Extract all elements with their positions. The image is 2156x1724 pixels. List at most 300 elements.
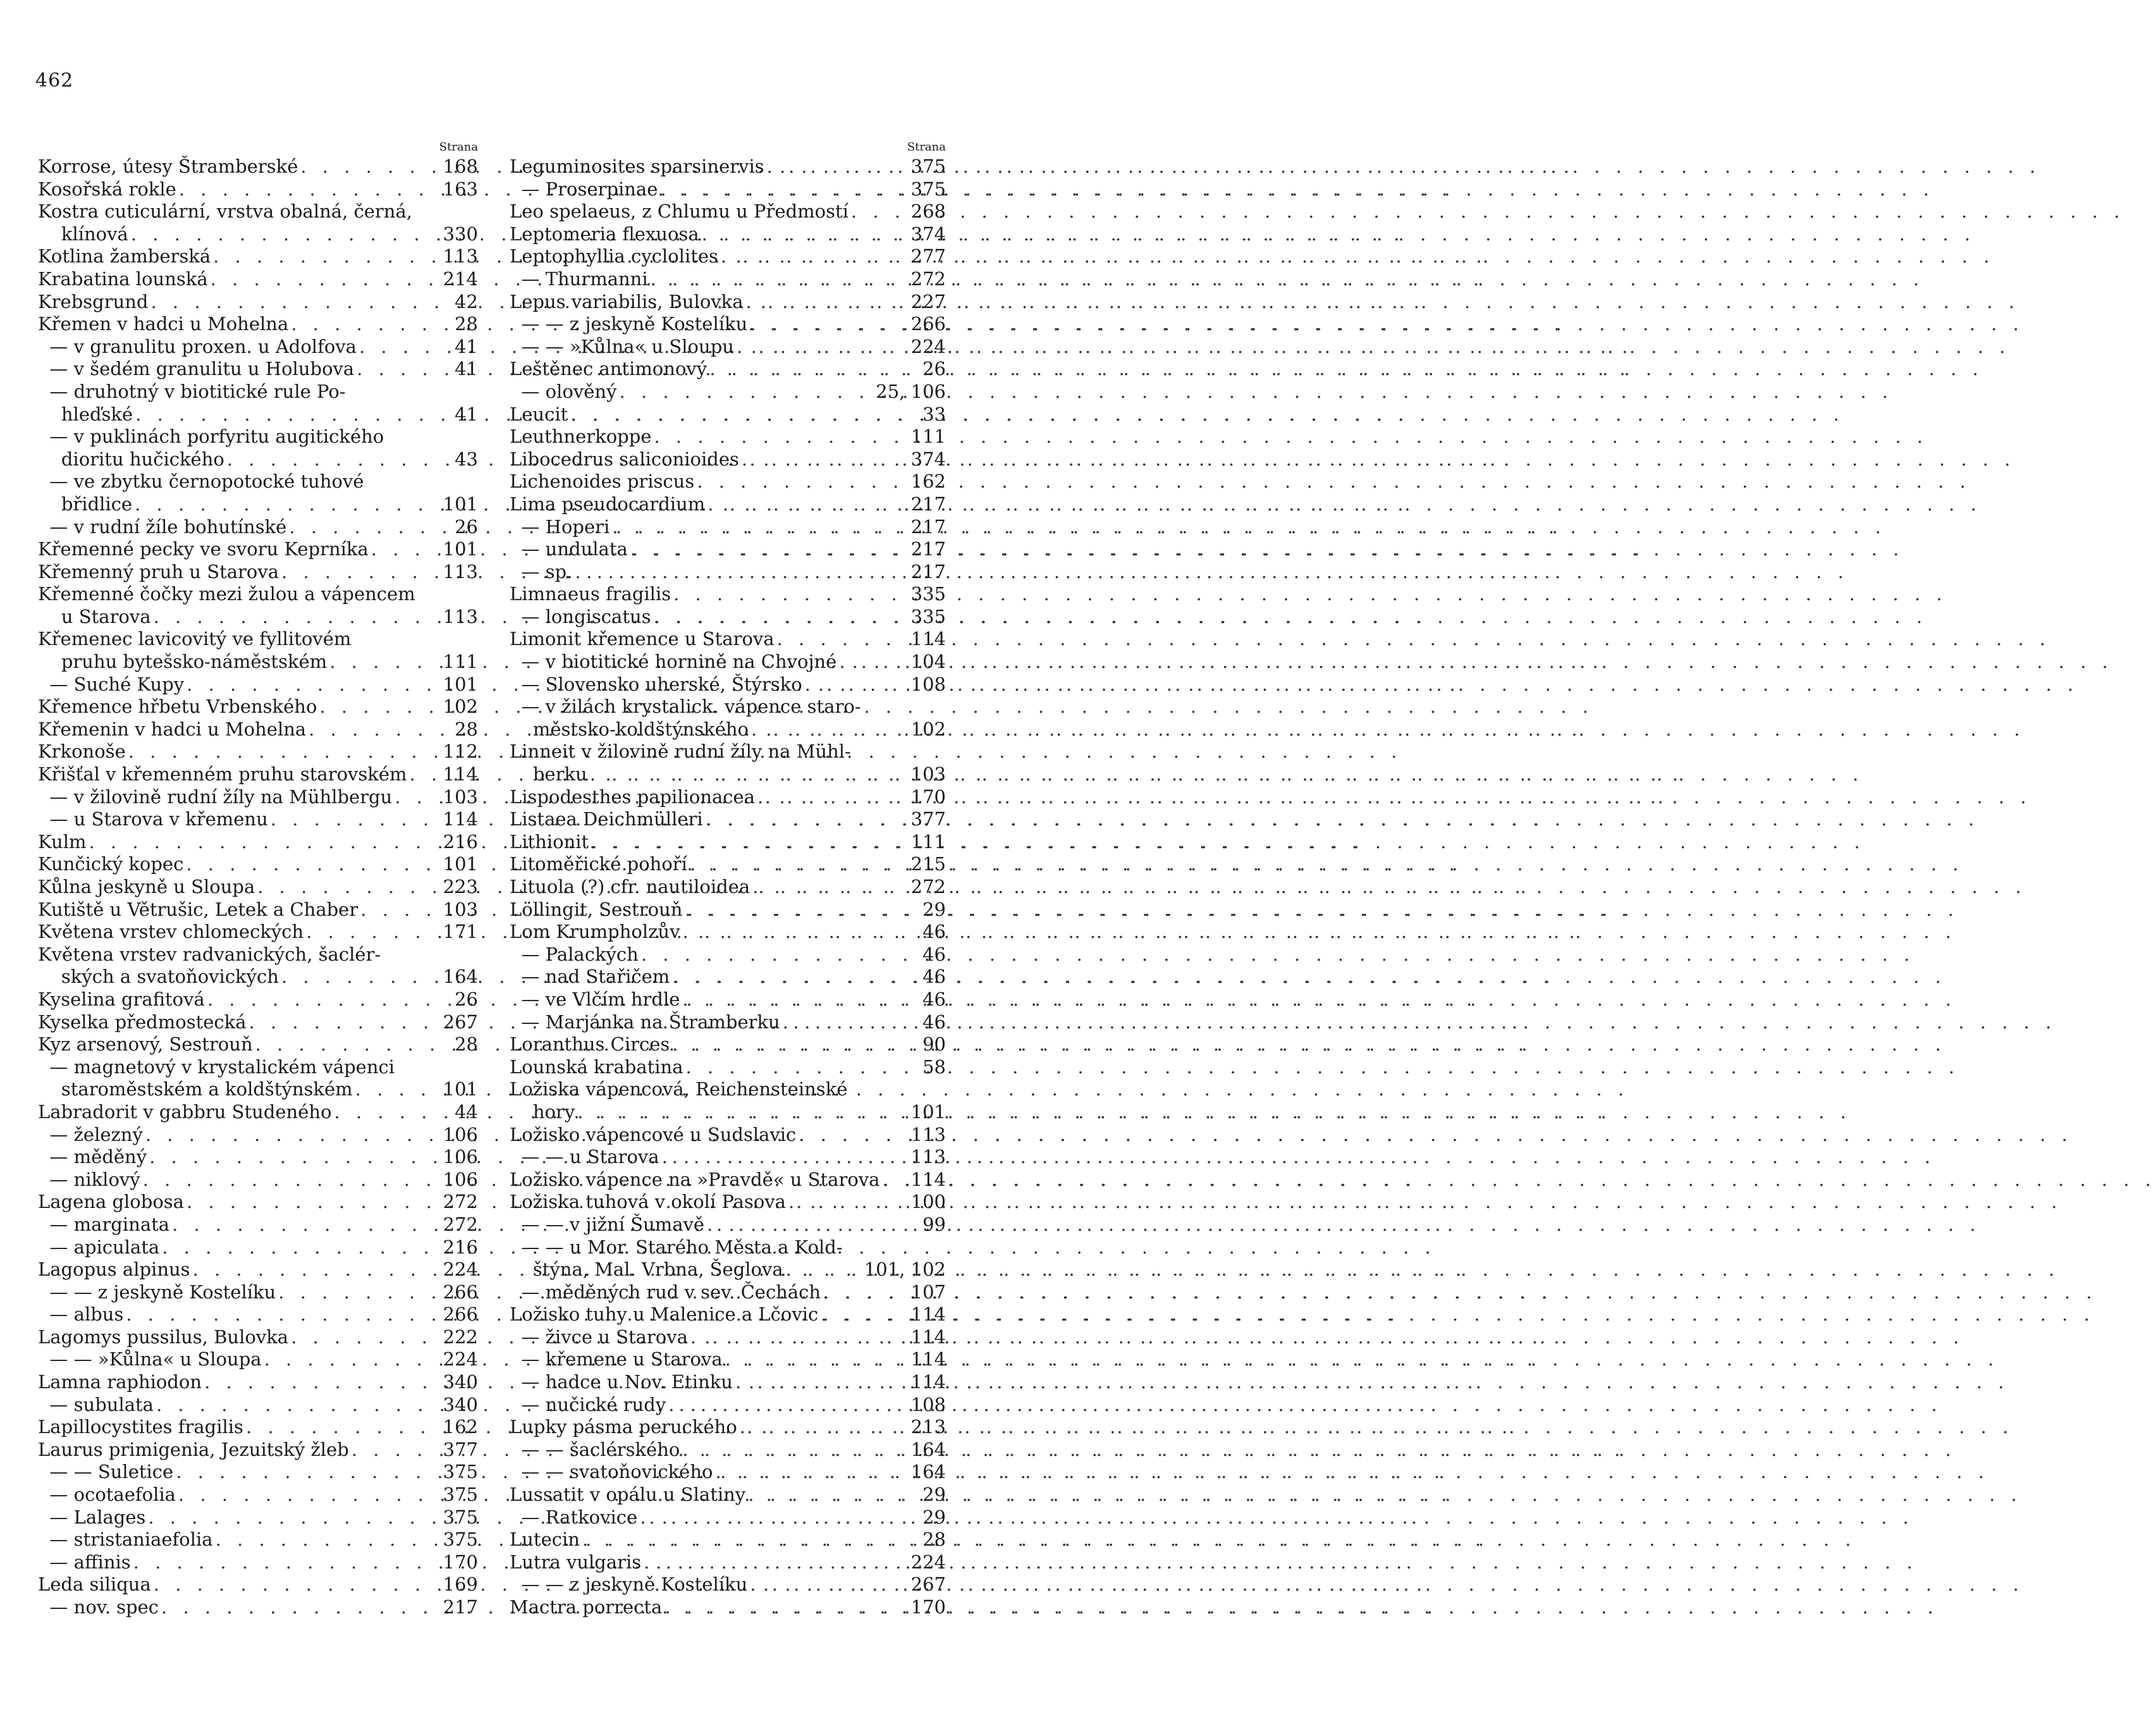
entry-term: Ložiska vápencová, Reichensteinské [510,1078,848,1100]
index-entry [38,808,478,831]
entry-term: Křišťal v křemenném pruhu starovském [38,763,407,785]
entry-page: 375 [443,1461,478,1483]
index-entry [38,876,478,899]
index-entry [510,1101,946,1124]
entry-term: Křemenné pecky ve svoru Keprníka [38,538,369,560]
dot-leader [169,1214,443,1236]
entry-term: — křemene u Starova [510,1348,723,1370]
entry-page: 267 [910,1573,946,1596]
entry-term: — — šaclérského [510,1438,680,1460]
dot-leader [211,245,443,268]
index-entry [38,1461,478,1484]
index-entry [38,426,478,448]
dot-leader [616,381,876,403]
entry-term: Lupky pásma peruckého [510,1416,737,1438]
entry-term: — v žilovině rudní žíly na Mühlbergu [38,785,393,808]
index-entry [510,291,946,314]
entry-page: 103 [443,898,478,920]
dot-leader [208,268,443,291]
index-entry [38,651,478,674]
dot-leader [303,921,443,944]
entry-term: Lagena globosa [38,1191,184,1213]
entry-term: Kostra cuticulární, vrstva obalná, černá, [38,200,412,223]
index-entry [510,1416,946,1439]
dot-leader [848,200,911,223]
dot-leader [145,1506,443,1529]
entry-term: pruhu bytešsko-náměstském [38,651,328,673]
dot-leader [298,156,443,178]
entry-term: Lispodesthes papilionacea [510,785,756,808]
entry-page: 107 [910,1281,946,1303]
entry-page: 113 [910,1146,946,1168]
index-entry [38,1011,478,1034]
entry-page: 28 [455,718,478,740]
dot-leader [357,336,450,359]
dot-leader [86,831,443,854]
index-entry [38,1371,478,1394]
index-entry [510,1214,946,1236]
dot-leader [354,358,450,381]
entry-term: Litoměřické pohoří [510,853,687,875]
entry-page: 25, 106 [876,380,946,402]
entry-term: Křemence hřbetu Vrbenského [38,696,317,718]
dot-leader [255,876,443,899]
entry-term: Leštěnec antimonový [510,358,707,380]
entry-term: berku [510,763,587,785]
entry-page: 340 [443,1371,478,1393]
index-entry [38,741,478,763]
entry-term: — — z jeskyně Kostelíku [510,1573,748,1596]
entry-term: — v rudní žíle bohutínské [38,515,287,538]
entry-page: 111 [443,651,478,673]
index-entry [510,516,946,539]
index-entry [38,1078,478,1101]
dot-leader [286,516,450,539]
entry-page: 216 [443,830,478,853]
index-entry [38,1484,478,1506]
index-entry [38,696,478,718]
entry-page: 374 [910,448,946,470]
dot-leader [780,1011,918,1034]
entry-page: 101 [443,1078,478,1100]
index-entry [38,1214,478,1236]
dot-leader [744,291,911,314]
dot-leader [659,1146,911,1169]
entry-page: 163 [443,178,478,200]
entry-term: — měděných rud v sev. Čechách [510,1281,821,1303]
entry-term: Lagomys pussilus, Bulovka [38,1326,289,1348]
index-entry [510,853,946,876]
entry-page: 108 [910,673,946,695]
index-entry [38,921,478,944]
dot-leader [713,1461,910,1484]
entry-page: 272 [910,876,946,897]
index-entry [38,358,478,381]
page-number: 462 [35,70,74,92]
entry-term: Kyz arsenový, Sestrouň [38,1033,253,1056]
entry-term: Kulm [38,830,87,853]
entry-page: 42 [455,290,478,312]
entry-page: 266 [443,1303,478,1326]
index-entry [510,741,946,763]
dot-leader [184,674,443,696]
index-entry [38,1529,478,1551]
index-entry [510,674,946,696]
dot-leader [288,313,450,336]
entry-term: — v biotitické hornině na Chvojné [510,651,837,673]
entry-term: Ložisko tuhy u Malenice a Lčovic [510,1303,819,1326]
index-entry [510,944,946,966]
entry-page: 374 [910,223,946,245]
index-entry [38,786,478,809]
entry-term: — — u Starova [510,1146,659,1168]
entry-page: 377 [443,1438,478,1460]
entry-term: Lithionit [510,830,589,853]
entry-term: Labradorit v gabbru Studeného [38,1100,332,1123]
entry-page: 375 [910,156,946,177]
entry-page: 268 [910,200,946,223]
dot-leader [151,606,443,629]
entry-term: Krebsgrund [38,290,149,312]
index-entry [38,1169,478,1191]
index-entry [38,1596,478,1619]
index-entry [38,1416,478,1439]
index-entry [510,831,946,854]
dot-leader [637,1506,918,1529]
dot-leader [680,921,918,944]
entry-page: 106 [443,1168,478,1190]
entry-term: — — u Mor. Starého Města a Kold- [510,1236,843,1258]
index-entry [510,538,946,561]
entry-page: 227 [910,290,946,312]
dot-leader [213,1529,443,1551]
index-entry [510,1506,946,1529]
entry-page: 277 [910,245,946,268]
dot-leader [737,1416,911,1439]
dot-leader [575,1101,910,1124]
index-entry [510,1348,946,1371]
entry-term: Lounská krabatina [510,1056,683,1078]
index-entry [510,876,946,899]
entry-page: 114 [443,763,478,785]
entry-page: 101 [443,538,478,560]
entry-page: 44 [455,1100,478,1123]
dot-leader [704,1214,918,1236]
entry-term: Křemenné čočky mezi žulou a vápencem [38,583,415,605]
index-entry [510,1461,946,1484]
entry-page: 101 [443,493,478,515]
index-entry [38,1303,478,1326]
entry-term: — — z jeskyně Kostelíku [510,313,748,335]
entry-page: 224 [910,335,946,357]
entry-term: — železný [38,1123,143,1145]
dot-leader [662,1596,910,1619]
index-entry [510,583,946,606]
index-entry [510,921,946,944]
index-entry [510,628,946,651]
index-entry [510,448,946,471]
entry-page: 103 [910,763,946,785]
entry-term: — Palackých [510,943,639,965]
dot-leader [775,628,911,651]
entry-page: 272 [443,1191,478,1213]
entry-term: — — »Kůlna« u Sloupa [38,1348,262,1370]
entry-page: 102 [910,718,946,740]
index-entry [38,516,478,539]
entry-page: 266 [910,313,946,335]
dot-leader [734,336,911,359]
index-entry [38,853,478,876]
dot-leader [639,944,918,966]
index-entry [510,696,946,718]
entry-page: 101 [910,1100,946,1123]
dot-leader [279,561,443,584]
index-entry [38,718,478,741]
index-entry [38,831,478,854]
dot-leader [749,718,911,741]
index-entry [510,1259,946,1281]
entry-term: — Slovensko uherské, Štýrsko [510,673,802,695]
index-entry [38,1236,478,1259]
index-entry [510,1371,946,1394]
entry-page: 170 [910,785,946,808]
entry-page: 224 [443,1259,478,1281]
entry-term: — subulata [38,1393,154,1415]
entry-term: — ve zbytku černopotocké tuhové [38,471,364,493]
entry-page: 217 [910,493,946,515]
entry-page: 114 [910,628,946,650]
dot-leader [587,763,911,786]
index-entry [510,403,946,426]
entry-term: Lituola (?) cfr. nautiloidea [510,876,750,897]
dot-leader [306,718,450,741]
dot-leader [666,1394,910,1417]
dot-leader [589,831,910,854]
entry-term: Limnaeus fragilis [510,583,671,605]
dot-leader [276,1281,443,1304]
entry-page: 164 [910,1461,946,1483]
entry-term: břidlice [38,493,133,515]
index-entry [38,1056,478,1079]
index-entry [510,899,946,921]
entry-term: Květena vrstev radvanických, šaclér- [38,943,381,965]
entry-term: — ve Vlčím hrdle [510,988,680,1010]
entry-page: 106 [443,1123,478,1145]
dot-leader [183,853,443,876]
entry-page: 29 [922,1506,946,1528]
index-entry [38,899,478,921]
dot-leader [628,538,911,561]
index-entry [510,808,946,831]
entry-page: 111 [910,830,946,853]
entry-term: Laurus primigenia, Jezuitský žleb [38,1438,349,1460]
dot-leader [243,1416,443,1439]
entry-term: — u Starova v křemenu [38,808,268,830]
dot-leader [658,178,910,201]
index-entry [38,763,478,786]
entry-term: Leptomeria flexuosa [510,223,699,245]
dot-leader [392,786,443,809]
entry-page: 103 [443,785,478,808]
dot-leader [694,471,910,493]
dot-leader [268,808,443,831]
entry-page: 171 [443,921,478,943]
entry-term: — v žilách krystalick. vápence staro- [510,696,861,718]
index-entry [510,1236,946,1259]
index-entry [510,1281,946,1304]
entry-page: 215 [910,853,946,875]
entry-page: 41 [455,335,478,357]
dot-leader [147,1146,443,1169]
entry-page: 224 [910,1551,946,1573]
entry-term: Löllingit, Sestrouň [510,898,683,920]
index-entry [510,1033,946,1056]
index-entry [510,1596,946,1619]
dot-leader [202,1371,443,1394]
entry-term: — longiscatus [510,605,651,627]
dot-leader [176,178,443,201]
entry-term: Leguminosites sparsinervis [510,156,764,177]
index-entry [38,1551,478,1574]
entry-term: — v šedém granulitu u Holubova [38,358,355,380]
entry-term: Leda siliqua [38,1573,151,1596]
entry-term: Krabatina lounská [38,268,208,290]
dot-leader [327,651,443,674]
entry-page: 28 [455,1033,478,1056]
entry-page: 28 [455,313,478,335]
entry-page: 46 [922,1011,946,1033]
index-entry [510,178,946,201]
entry-page: 46 [922,988,946,1010]
entry-term: Lussatit v opálu u Slatiny [510,1484,746,1506]
entry-page: 41 [455,403,478,425]
index-entry [38,944,478,966]
dot-leader [671,583,911,606]
dot-leader [648,268,911,291]
entry-page: 100 [910,1191,946,1213]
entry-term: Kosořská rokle [38,178,176,200]
entry-page: 223 [443,876,478,897]
entry-term: — apiculata [38,1236,160,1258]
index-entry [38,178,478,201]
dot-leader [224,448,450,471]
index-list [38,156,478,1619]
dot-leader [176,1484,443,1506]
index-entry [38,966,478,988]
dot-leader [126,741,443,763]
index-entry [38,291,478,314]
entry-term: Limonit křemence u Starova [510,628,775,650]
index-entry [510,358,946,381]
index-entry [38,313,478,336]
entry-term: Lapillocystites fragilis [38,1416,243,1438]
index-entry [38,1394,478,1417]
entry-term: — sp. [510,560,573,582]
dot-leader [818,1303,910,1326]
dot-leader [670,966,918,988]
entry-page: 41 [455,358,478,380]
index-entry [510,1078,946,1101]
entry-page: 114 [910,1168,946,1190]
entry-page: 113 [443,605,478,627]
entry-page: 43 [455,448,478,470]
dot-leader [683,1056,918,1079]
entry-term: Květena vrstev chlomeckých [38,921,304,943]
entry-term: — niklový [38,1168,140,1190]
entry-page: 114 [910,1371,946,1393]
index-entry [38,1259,478,1281]
entry-page: 217 [443,1596,478,1618]
dot-leader [140,1169,443,1191]
entry-page: 375 [443,1529,478,1551]
entry-term: hleďské [38,403,133,425]
entry-page: 113 [443,560,478,582]
entry-page: 101 [443,673,478,695]
dot-leader [262,1348,443,1371]
index-entry [38,1191,478,1214]
index-entry [38,674,478,696]
dot-leader [159,1596,443,1619]
entry-page: 375 [443,1484,478,1506]
index-column-right [510,139,946,1619]
index-entry [510,1191,946,1214]
entry-page: 113 [910,1123,946,1145]
dot-leader [159,1236,443,1259]
entry-term: Libocedrus saliconioides [510,448,739,470]
entry-term: — v granulitu proxen. u Adolfova [38,335,357,357]
dot-leader [739,448,911,471]
entry-term: Leucit [510,403,568,425]
index-entry [38,1326,478,1349]
entry-term: Kyselina grafitová [38,988,205,1010]
index-entry [510,1169,946,1191]
entry-page: 164 [443,966,478,988]
entry-term: městsko-koldštýnského [510,718,749,740]
index-entry [510,718,946,741]
index-entry [510,381,946,403]
entry-page: 375 [910,178,946,200]
entry-term: Lepus variabilis, Bulovka [510,290,744,312]
entry-page: 216 [443,1236,478,1258]
entry-term: — Suché Kupy [38,673,185,695]
index-entry [510,1146,946,1169]
index-entry [38,1348,478,1371]
index-entry [510,763,946,786]
entry-page: 335 [910,605,946,627]
index-entry [38,606,478,629]
index-entry [38,156,478,178]
index-entry [38,448,478,471]
index-entry [38,268,478,291]
entry-term: u Starova [38,605,151,627]
index-entry [510,156,946,178]
entry-term: štýna, Mal. Vrbna, Šeglova [510,1259,783,1281]
dot-leader [173,1461,443,1484]
entry-page: 102 [443,696,478,718]
dot-leader [783,1259,864,1281]
index-entry [510,223,946,246]
entry-term: — nad Stařičem [510,966,670,988]
index-entry [38,200,478,223]
index-entry [510,786,946,809]
entry-page: 272 [443,1213,478,1235]
dot-leader [687,853,911,876]
dot-leader [879,1169,910,1191]
dot-leader [745,1484,918,1506]
entry-term: — — z jeskyně Kostelíku [38,1281,276,1303]
dot-leader [764,156,911,178]
column-header: Strana [439,140,478,154]
